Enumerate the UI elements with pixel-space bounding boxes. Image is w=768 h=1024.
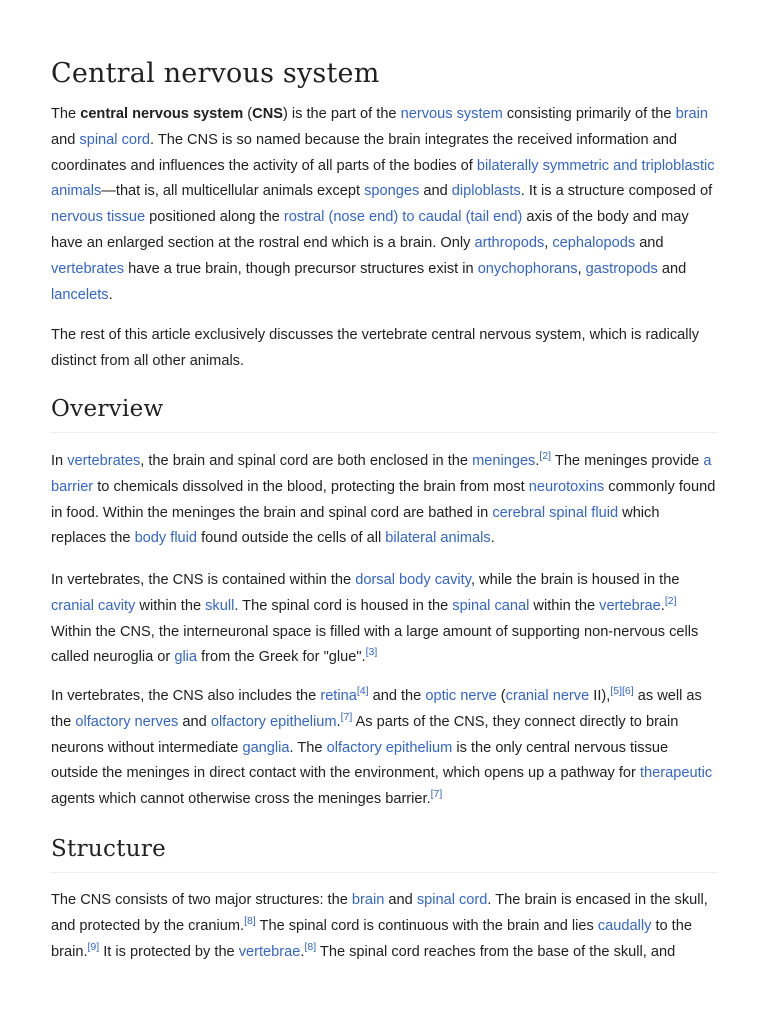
text-run: . [535, 453, 540, 469]
text-run: The rest of this article exclusively discusses the vertebrate central nervous system, which is radically distinct from all other animals. [51, 327, 700, 369]
citation-ref[interactable]: [7] [430, 788, 443, 801]
text-run: The meninges provide [551, 453, 704, 469]
text-run: , while the brain is housed in the [470, 572, 680, 588]
text-run: as well as the [51, 688, 702, 730]
link-cephalopods[interactable]: cephalopods [552, 234, 636, 251]
text-run: In vertebrates, the CNS is contained within the [51, 572, 356, 588]
text-run: commonly found in food. Within the meninges the brain and spinal cord are bathed in [51, 478, 716, 521]
link-olfactory-epithelium[interactable]: olfactory epithelium [210, 713, 337, 730]
citation-ref[interactable]: [2] [664, 594, 677, 607]
section-heading-overview: Overview [51, 393, 717, 433]
text-run: . It is a structure composed of [520, 183, 713, 200]
citation-ref[interactable]: [6] [622, 685, 634, 697]
link-optic-nerve[interactable]: optic nerve [425, 688, 497, 704]
text-run: , [544, 234, 553, 251]
link-ganglia[interactable]: ganglia [242, 739, 290, 756]
link-sponges[interactable]: sponges [364, 183, 420, 200]
text-run: to chemicals dissolved in the blood, protecting the brain from most [93, 478, 529, 495]
text-run: . [108, 286, 113, 303]
citation-ref[interactable]: [7] [340, 710, 353, 723]
text-run: . [336, 713, 341, 730]
link-vertebrates[interactable]: vertebrates [67, 453, 141, 469]
link-rostral-nose-end-to-caudal-tail-end[interactable]: rostral (nose end) to caudal (tail end) [283, 209, 523, 226]
link-gastropods[interactable]: gastropods [585, 260, 658, 277]
link-spinal-canal[interactable]: spinal canal [452, 597, 530, 614]
text-run: , [577, 260, 586, 277]
text-run: . [300, 943, 305, 960]
link-cranial-nerve[interactable]: cranial nerve [505, 688, 590, 704]
link-spinal-cord[interactable]: spinal cord [79, 131, 150, 148]
text-run: The CNS consists of two major structures: the [51, 892, 352, 908]
text-run: agents which cannot otherwise cross the meninges barrier. [51, 791, 431, 808]
text-run: It is protected by the [99, 943, 239, 960]
page-title: Central nervous system [51, 58, 380, 89]
citation-ref[interactable]: [9] [87, 940, 100, 953]
text-run: ) is the part of the [282, 106, 401, 122]
link-skull[interactable]: skull [205, 597, 235, 614]
link-nervous-tissue[interactable]: nervous tissue [51, 209, 146, 226]
link-bilateral-animals[interactable]: bilateral animals [385, 530, 491, 547]
text-run: and [657, 260, 687, 277]
overview-paragraph-1 [51, 449, 717, 552]
text-run: consisting primarily of the [502, 106, 676, 122]
link-vertebrates[interactable]: vertebrates [51, 260, 125, 277]
link-nervous-system[interactable]: nervous system [400, 106, 503, 122]
section-heading-structure: Structure [51, 833, 717, 873]
text-run: within the [135, 597, 206, 614]
intro-paragraph-2 [51, 323, 717, 375]
text-run: is the only central nervous tissue outside the meninges in direct contact with the environment, which opens up a pathway for [51, 739, 669, 782]
citation-ref[interactable]: [8] [244, 914, 256, 927]
link-olfactory-nerves[interactable]: olfactory nerves [75, 713, 179, 730]
text-run: which replaces the [51, 504, 660, 547]
text-run: positioned along the [145, 209, 284, 226]
text-run: and [384, 892, 417, 908]
text-run: from the Greek for "glue". [197, 649, 366, 666]
text-run: Within the CNS, the interneuronal space is filled with a large amount of supporting non-nervous cells called neuroglia or [51, 623, 699, 666]
citation-ref[interactable]: [4] [356, 685, 369, 697]
link-dorsal-body-cavity[interactable]: dorsal body cavity [355, 572, 471, 588]
link-vertebrae[interactable]: vertebrae [238, 943, 301, 960]
text-run: —that is, all multicellular animals except [101, 183, 365, 200]
link-brain[interactable]: brain [675, 106, 709, 122]
text-run: ( [243, 106, 253, 122]
link-olfactory-epithelium[interactable]: olfactory epithelium [326, 739, 453, 756]
link-brain[interactable]: brain [351, 892, 385, 908]
text-run: axis of the body and may have an enlarged section at the rostral end which is a brain. Only [51, 209, 689, 251]
text-run: II), [589, 688, 611, 704]
text-run: and [178, 713, 211, 730]
overview-paragraph-3 [51, 684, 717, 813]
text-run: , the brain and spinal cord are both enclosed in the [140, 453, 473, 469]
link-meninges[interactable]: meninges [472, 453, 536, 469]
citation-ref[interactable]: [3] [365, 646, 378, 659]
link-cranial-cavity[interactable]: cranial cavity [51, 597, 136, 614]
bold-term: central nervous system [80, 106, 244, 122]
text-run: As parts of the CNS, they connect directly to brain neurons without intermediate [51, 713, 679, 756]
text-run: . The CNS is so named because the brain integrates the received information and coordinates and influences the activity of all parts of the bodies of [51, 131, 678, 174]
text-run: to the brain. [51, 917, 692, 960]
text-run: In [51, 453, 68, 469]
link-cerebral-spinal-fluid[interactable]: cerebral spinal fluid [492, 504, 619, 521]
link-lancelets[interactable]: lancelets [51, 286, 109, 303]
link-retina[interactable]: retina [320, 688, 357, 704]
link-diploblasts[interactable]: diploblasts [451, 183, 521, 200]
text-run: . The [289, 739, 327, 756]
text-run: within the [529, 597, 600, 614]
text-run: The [51, 106, 81, 122]
text-run: and [635, 234, 664, 251]
text-run: . The spinal cord is housed in the [234, 597, 453, 614]
citation-ref[interactable]: [8] [304, 940, 317, 953]
link-spinal-cord[interactable]: spinal cord [416, 892, 488, 908]
link-arthropods[interactable]: arthropods [474, 234, 545, 251]
text-run: In vertebrates, the CNS also includes the [51, 688, 321, 704]
text-run: and [51, 131, 80, 148]
link-vertebrae[interactable]: vertebrae [599, 597, 661, 614]
text-run: . [490, 530, 495, 547]
overview-paragraph-2 [51, 568, 717, 671]
text-run: The spinal cord reaches from the base of the skull, and [316, 943, 676, 960]
link-body-fluid[interactable]: body fluid [134, 530, 198, 547]
text-run: and the [368, 688, 426, 704]
text-run: ( [496, 688, 506, 704]
link-glia[interactable]: glia [174, 649, 198, 666]
bold-term: CNS [252, 106, 283, 122]
text-run: and [419, 183, 452, 200]
text-run: . [660, 597, 665, 614]
text-run: found outside the cells of all [197, 530, 386, 547]
text-run: . The brain is encased in the skull, and protected by the cranium. [51, 892, 708, 934]
link-onychophorans[interactable]: onychophorans [477, 260, 578, 277]
text-run: The spinal cord is continuous with the brain and lies [255, 917, 598, 934]
citation-ref[interactable]: [5] [610, 685, 622, 697]
structure-paragraph-1 [51, 888, 717, 965]
citation-ref[interactable]: [2] [539, 450, 552, 462]
link-neurotoxins[interactable]: neurotoxins [528, 478, 605, 495]
link-bilaterally-symmetric-and-triploblastic-animals[interactable]: bilaterally symmetric and triploblastic animals [51, 157, 715, 200]
intro-paragraph-1 [51, 102, 717, 308]
link-therapeutic[interactable]: therapeutic [639, 765, 713, 782]
link-caudally[interactable]: caudally [597, 917, 652, 934]
text-run: have a true brain, though precursor structures exist in [124, 260, 478, 277]
link-a-barrier[interactable]: a barrier [51, 453, 712, 495]
